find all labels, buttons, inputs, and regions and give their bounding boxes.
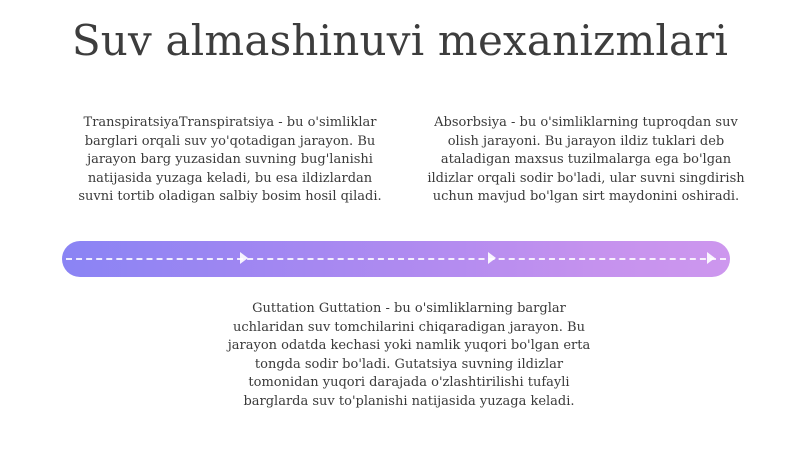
guttation-text: Guttation Guttation - bu o'simliklarning barglar uchlaridan suv tomchilarini chiqaradigan jarayon. Bu jarayon odatda kechasi yoki namlik yuqori bo'lgan erta tongda sodir bo'ladi. Gutatsiya suvning ildizlar tomonidan yuqori darajada o'zlashtirilishi tufayli barglarda suv to'planishi natijasida yuzaga keladi. [227, 301, 591, 409]
timeline-dashed-line [66, 258, 726, 260]
timeline-bar [62, 241, 730, 277]
absorption-text: Absorbsiya - bu o'simliklarning tuproqdan suv olish jarayoni. Bu jarayon ildiz tuklari deb ataladigan maxsus tuzilmalarga ega bo'lgan ildizlar orqali sodir bo'ladi, ular suvni singdirish uchun mavjud bo'lgan sirt maydonini oshiradi. [427, 115, 745, 204]
slide-title: Suv almashinuvi mexanizmlari [71, 16, 729, 65]
arrow-right-icon [707, 252, 715, 264]
arrow-right-icon [240, 252, 248, 264]
arrow-right-icon [488, 252, 496, 264]
transpiration-text: TranspiratsiyaTranspiratsiya - bu o'simliklar barglari orqali suv yo'qotadigan jarayon. Bu jarayon barg yuzasidan suvning bug'lanishi natijasida yuzaga keladi, bu esa ildizlardan suvni tortib oladigan salbiy bosim hosil qiladi. [78, 115, 382, 204]
